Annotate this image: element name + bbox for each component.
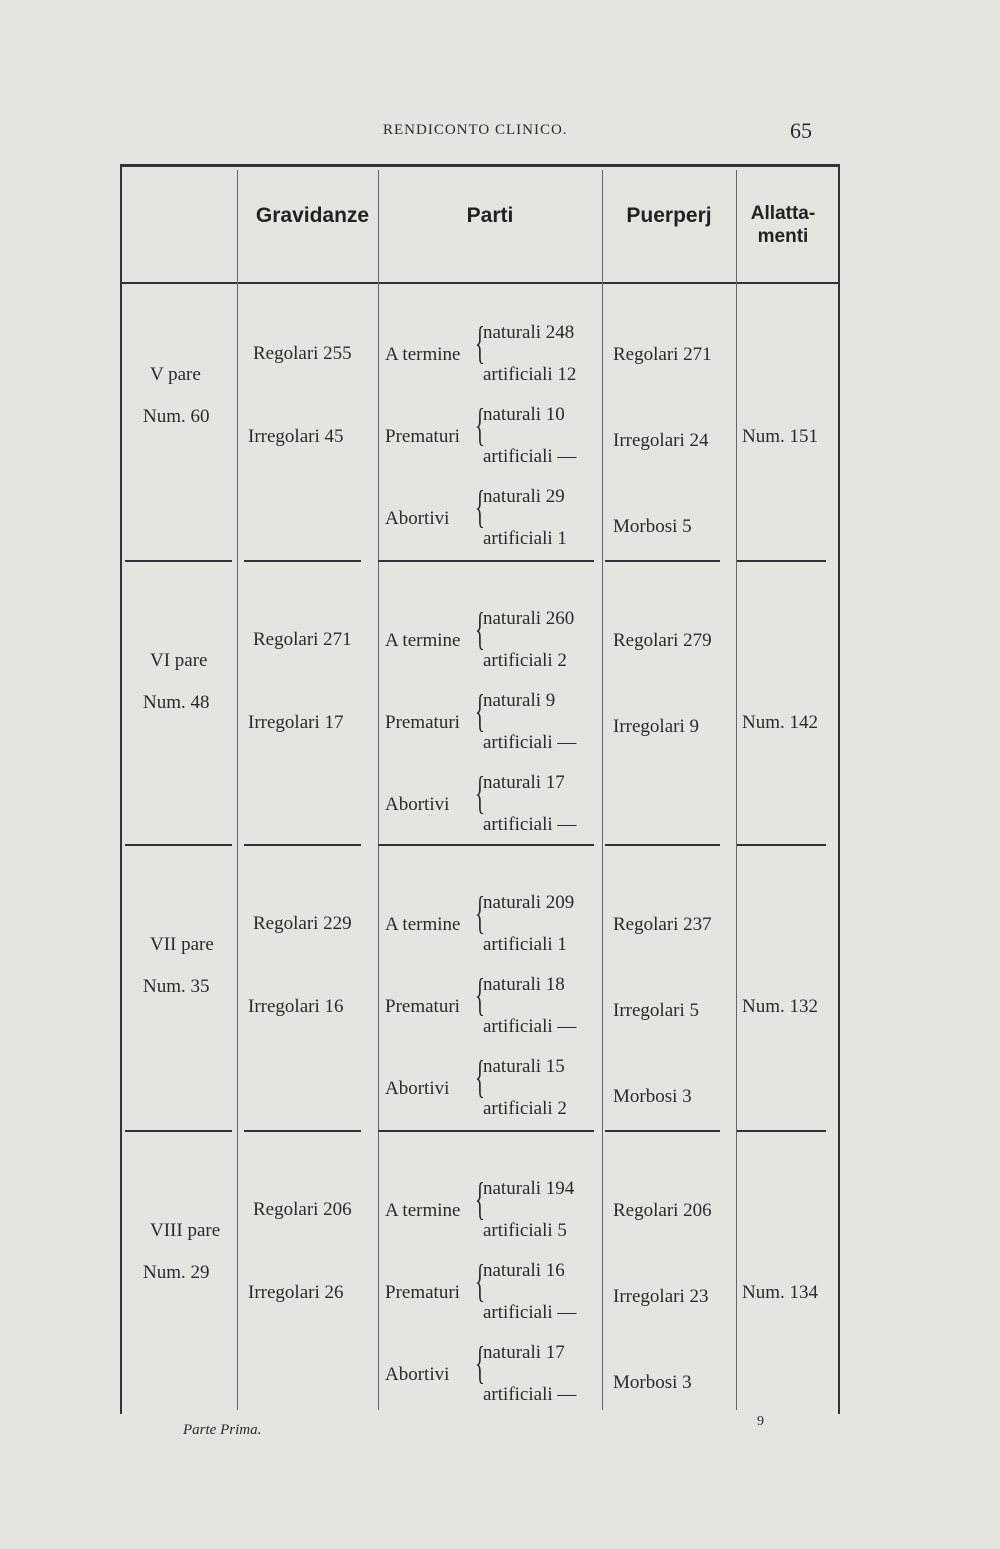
- brace-icon: {: [475, 767, 485, 818]
- group-separator: [737, 1130, 826, 1132]
- parti-naturali: naturali 15: [483, 1056, 565, 1077]
- group-separator: [737, 560, 826, 562]
- puerperj-value: Regolari 279: [613, 630, 712, 651]
- group-separator: [378, 844, 594, 846]
- header-allattamenti: [738, 202, 828, 248]
- parti-naturali: naturali 29: [483, 486, 565, 507]
- parti-naturali: naturali 17: [483, 772, 565, 793]
- group-separator: [125, 844, 232, 846]
- pare-count: Num. 60: [143, 406, 210, 427]
- puerperj-value: Irregolari 5: [613, 1000, 699, 1021]
- parti-artificiali: artificiali 1: [483, 528, 567, 549]
- header-gravidanze: Gravidanze: [255, 204, 370, 227]
- parti-naturali: naturali 10: [483, 404, 565, 425]
- parti-type-label: Prematuri: [385, 426, 460, 447]
- footer-signature: 9: [757, 1414, 764, 1429]
- parti-naturali: naturali 17: [483, 1342, 565, 1363]
- parti-type-label: Abortivi: [385, 794, 450, 815]
- allattamenti-value: Num. 134: [742, 1282, 818, 1303]
- pare-label: V pare: [150, 364, 201, 385]
- running-head: RENDICONTO CLINICO.: [383, 122, 568, 138]
- column-divider: [378, 170, 379, 1410]
- puerperj-value: Regolari 271: [613, 344, 712, 365]
- brace-icon: {: [475, 1173, 485, 1224]
- puerperj-value: Regolari 206: [613, 1200, 712, 1221]
- header-rule: [122, 282, 838, 284]
- pare-label: VI pare: [150, 650, 208, 671]
- parti-artificiali: artificiali 1: [483, 934, 567, 955]
- group-separator: [244, 560, 361, 562]
- parti-artificiali: artificiali —: [483, 1016, 577, 1037]
- parti-type-label: Abortivi: [385, 1364, 450, 1385]
- parti-artificiali: artificiali —: [483, 446, 577, 467]
- parti-type-label: A termine: [385, 1200, 461, 1221]
- brace-icon: {: [475, 481, 485, 532]
- brace-icon: {: [475, 1051, 485, 1102]
- puerperj-value: Irregolari 23: [613, 1286, 709, 1307]
- allattamenti-value: Num. 151: [742, 426, 818, 447]
- column-divider: [736, 170, 737, 1410]
- puerperj-value: Regolari 237: [613, 914, 712, 935]
- parti-naturali: naturali 18: [483, 974, 565, 995]
- gravidanze-regolari: Regolari 271: [253, 629, 352, 650]
- allattamenti-value: Num. 132: [742, 996, 818, 1017]
- gravidanze-regolari: Regolari 229: [253, 913, 352, 934]
- parti-artificiali: artificiali 5: [483, 1220, 567, 1241]
- parti-artificiali: artificiali —: [483, 814, 577, 835]
- parti-artificiali: artificiali 2: [483, 1098, 567, 1119]
- column-divider: [602, 170, 603, 1410]
- parti-naturali: naturali 9: [483, 690, 556, 711]
- allattamenti-value: Num. 142: [742, 712, 818, 733]
- parti-type-label: Abortivi: [385, 508, 450, 529]
- parti-artificiali: artificiali —: [483, 1384, 577, 1405]
- group-separator: [244, 1130, 361, 1132]
- brace-icon: {: [475, 887, 485, 938]
- header-parti: Parti: [466, 204, 514, 227]
- group-separator: [378, 1130, 594, 1132]
- parti-type-label: A termine: [385, 344, 461, 365]
- parti-artificiali: artificiali 12: [483, 364, 577, 385]
- parti-naturali: naturali 248: [483, 322, 575, 343]
- gravidanze-irregolari: Irregolari 16: [248, 996, 344, 1017]
- puerperj-value: Irregolari 24: [613, 430, 709, 451]
- group-separator: [378, 560, 594, 562]
- pare-label: VIII pare: [150, 1220, 221, 1241]
- pare-count: Num. 48: [143, 692, 210, 713]
- footer-section: Parte Prima.: [183, 1422, 262, 1438]
- parti-naturali: naturali 16: [483, 1260, 565, 1281]
- brace-icon: {: [475, 317, 485, 368]
- group-separator: [244, 844, 361, 846]
- page-number: 65: [790, 118, 812, 143]
- group-separator: [605, 560, 720, 562]
- parti-type-label: Prematuri: [385, 712, 460, 733]
- puerperj-value: Morbosi 3: [613, 1086, 692, 1107]
- parti-type-label: Prematuri: [385, 996, 460, 1017]
- parti-type-label: A termine: [385, 914, 461, 935]
- header-puerperj: Puerperj: [626, 204, 712, 227]
- pare-count: Num. 35: [143, 976, 210, 997]
- brace-icon: {: [475, 685, 485, 736]
- group-separator: [737, 844, 826, 846]
- group-separator: [125, 560, 232, 562]
- brace-icon: {: [475, 969, 485, 1020]
- parti-naturali: naturali 194: [483, 1178, 575, 1199]
- parti-artificiali: artificiali —: [483, 1302, 577, 1323]
- brace-icon: {: [475, 603, 485, 654]
- brace-icon: {: [475, 399, 485, 450]
- parti-naturali: naturali 260: [483, 608, 575, 629]
- pare-label: VII pare: [150, 934, 214, 955]
- header-allattamenti-line2: menti: [757, 226, 809, 247]
- gravidanze-irregolari: Irregolari 26: [248, 1282, 344, 1303]
- group-separator: [125, 1130, 232, 1132]
- brace-icon: {: [475, 1255, 485, 1306]
- parti-naturali: naturali 209: [483, 892, 575, 913]
- parti-artificiali: artificiali 2: [483, 650, 567, 671]
- group-separator: [605, 1130, 720, 1132]
- brace-icon: {: [475, 1337, 485, 1388]
- puerperj-value: Irregolari 9: [613, 716, 699, 737]
- column-divider: [237, 170, 238, 1410]
- gravidanze-irregolari: Irregolari 17: [248, 712, 344, 733]
- parti-type-label: Abortivi: [385, 1078, 450, 1099]
- table-top-rule: [122, 164, 838, 167]
- puerperj-value: Morbosi 3: [613, 1372, 692, 1393]
- group-separator: [605, 844, 720, 846]
- pare-count: Num. 29: [143, 1262, 210, 1283]
- gravidanze-irregolari: Irregolari 45: [248, 426, 344, 447]
- parti-type-label: A termine: [385, 630, 461, 651]
- puerperj-value: Morbosi 5: [613, 516, 692, 537]
- parti-type-label: Prematuri: [385, 1282, 460, 1303]
- parti-artificiali: artificiali —: [483, 732, 577, 753]
- gravidanze-regolari: Regolari 206: [253, 1199, 352, 1220]
- gravidanze-regolari: Regolari 255: [253, 343, 352, 364]
- header-allattamenti-line1: Allatta-: [750, 203, 816, 224]
